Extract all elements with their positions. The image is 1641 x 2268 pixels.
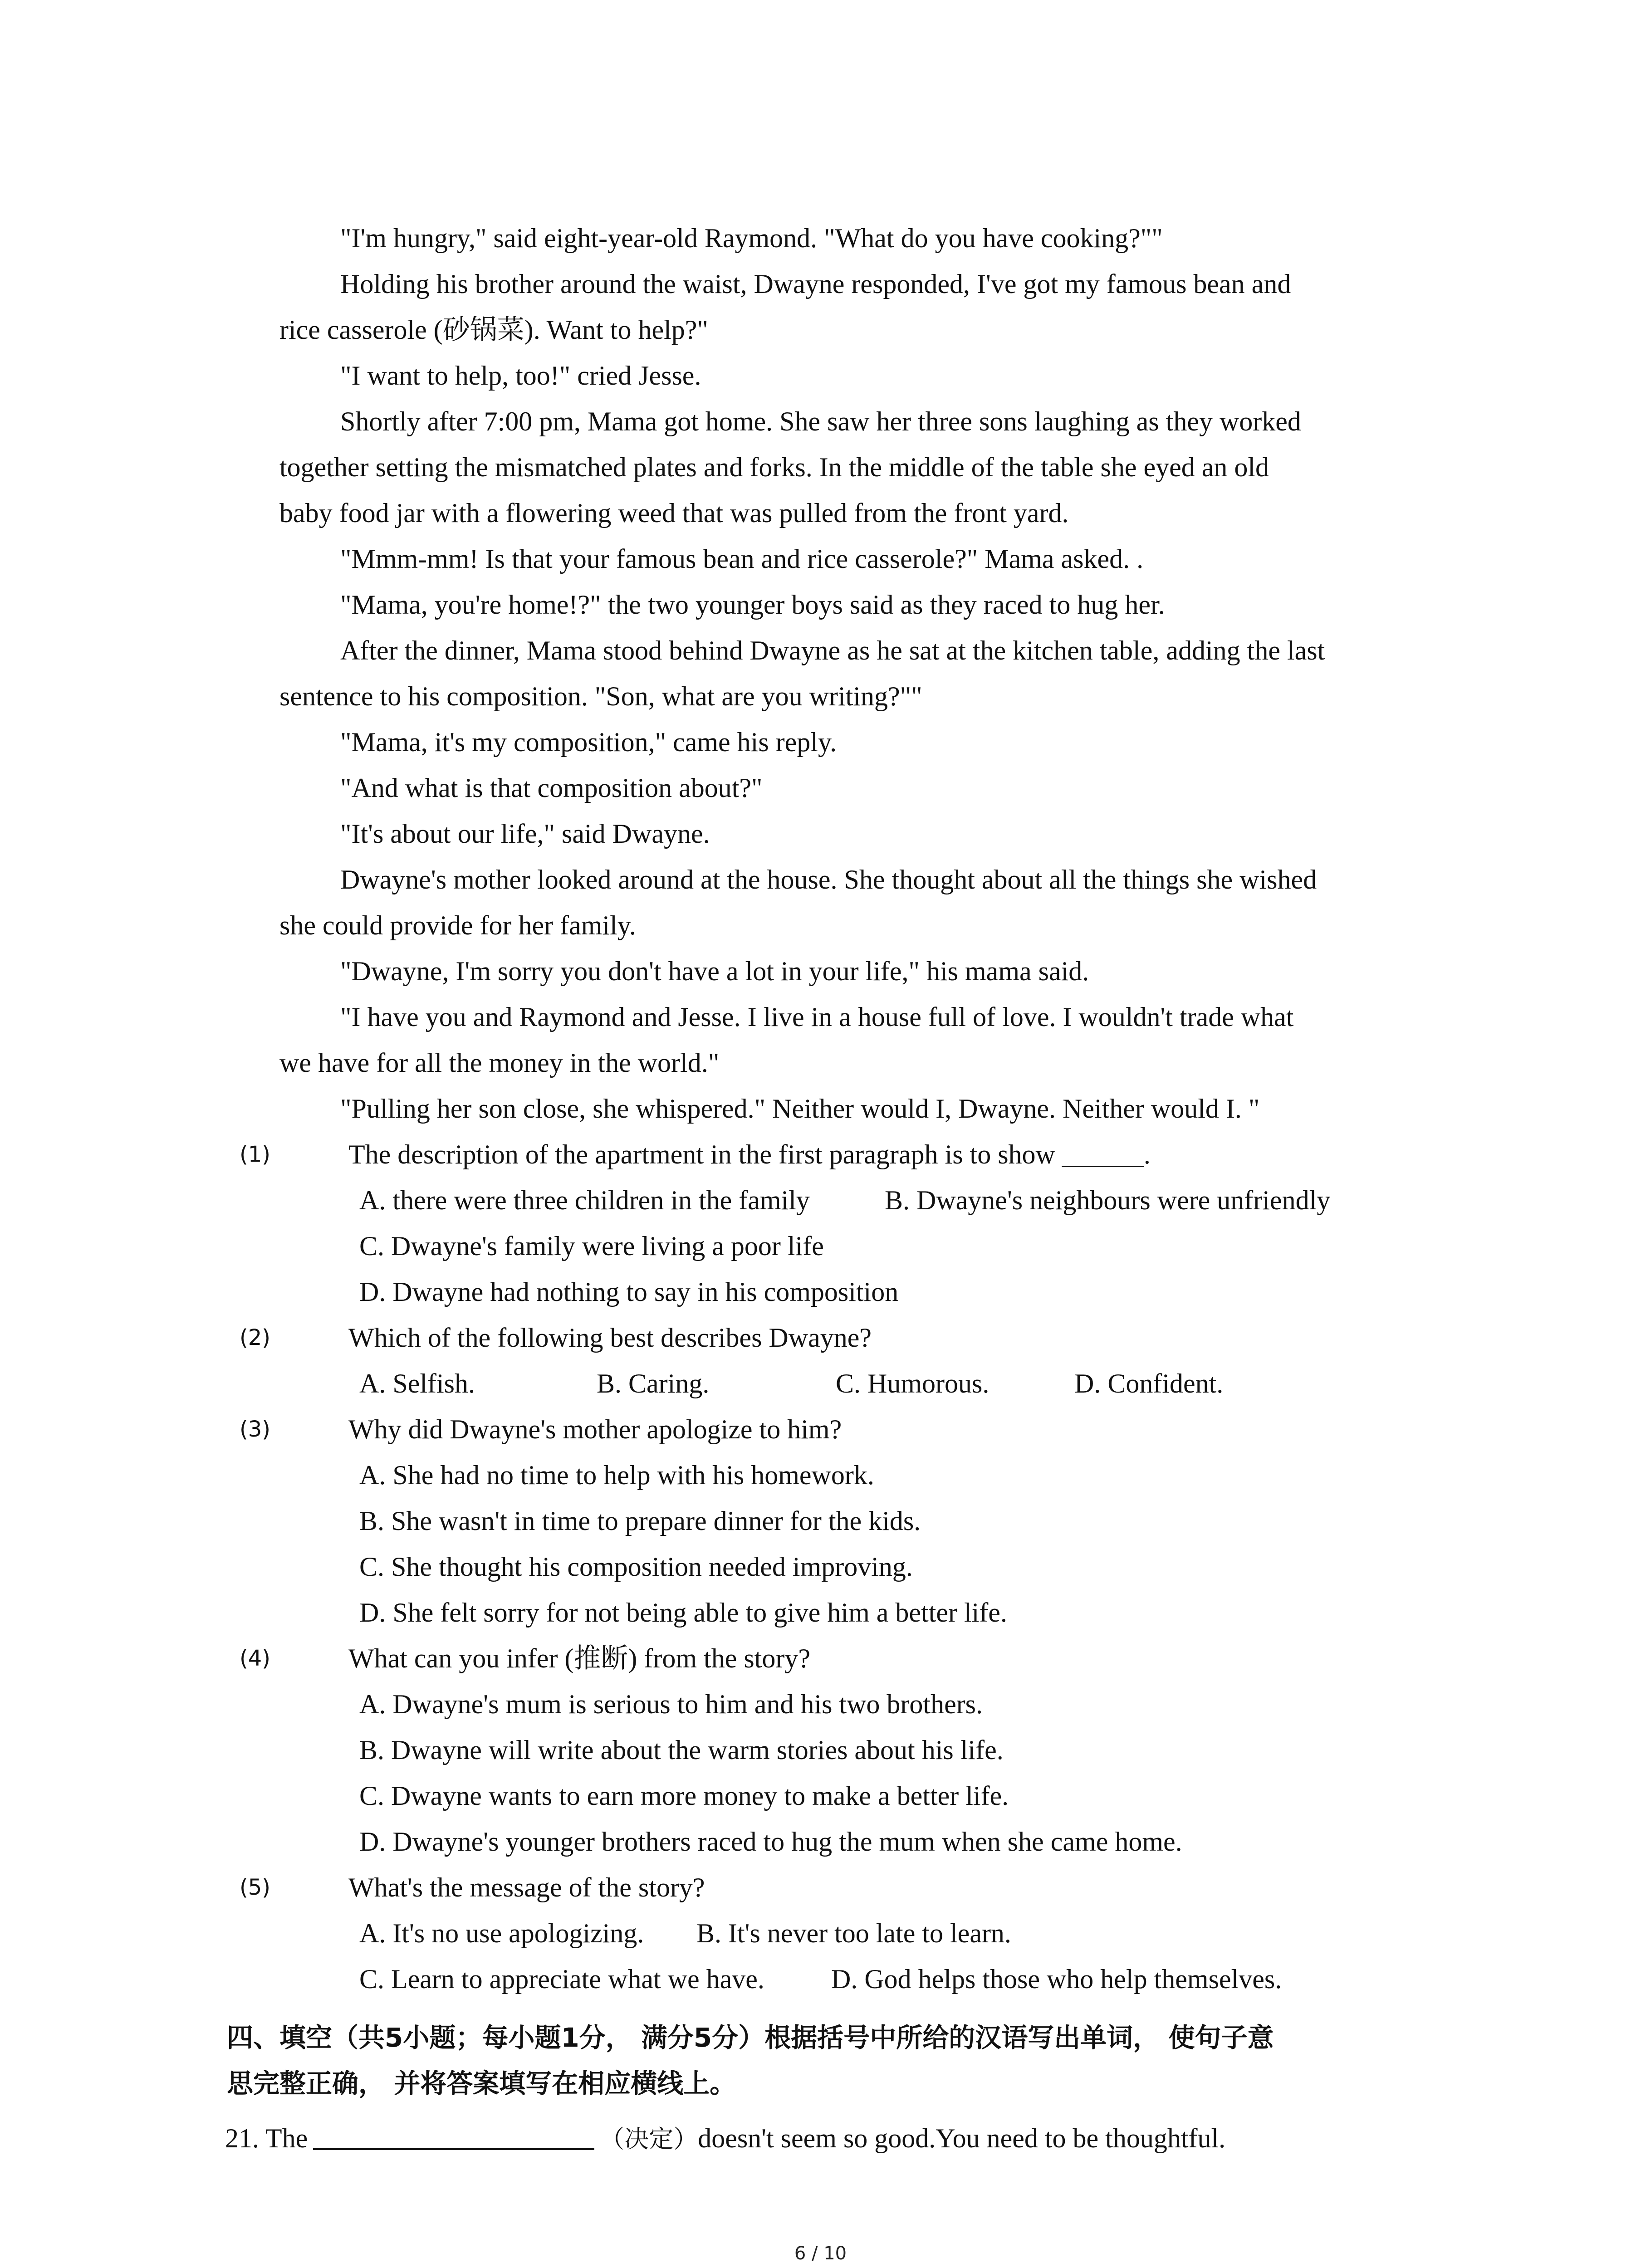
answer-option: B. She wasn't in time to prepare dinner for the kids.	[359, 1506, 921, 1536]
story-line: rice casserole (砂锅菜). Want to help?"	[279, 315, 708, 345]
answer-option: B. It's never too late to learn.	[696, 1918, 1011, 1948]
question-text: What can you infer (推断) from the story?	[348, 1643, 810, 1673]
answer-blank[interactable]	[313, 2121, 594, 2150]
question-suffix: doesn't seem so good.You need to be thoughtful.	[698, 2123, 1226, 2153]
answer-option: C. Learn to appreciate what we have.	[359, 1964, 764, 1994]
story-line: "I have you and Raymond and Jesse. I live in a house full of love. I wouldn't trade what	[340, 1002, 1294, 1032]
story-line: "And what is that composition about?"	[340, 773, 763, 803]
answer-option: D. She felt sorry for not being able to give him a better life.	[359, 1598, 1007, 1628]
answer-option: C. Humorous.	[836, 1369, 989, 1398]
story-line: she could provide for her family.	[279, 910, 636, 940]
option-row	[0, 1367, 1641, 1400]
answer-option: B. Caring.	[597, 1369, 710, 1398]
story-line: After the dinner, Mama stood behind Dwayne as he sat at the kitchen table, adding the last	[340, 635, 1325, 665]
section-heading: 思完整正确， 并将答案填写在相应横线上。	[227, 2068, 736, 2099]
question-number: (4)	[240, 1646, 270, 1671]
question-number: (5)	[240, 1875, 270, 1900]
answer-option: A. She had no time to help with his homework.	[359, 1460, 874, 1490]
answer-option: A. It's no use apologizing.	[359, 1918, 644, 1948]
answer-option: A. Selfish.	[359, 1369, 475, 1398]
story-line: "It's about our life," said Dwayne.	[340, 819, 710, 849]
question-text: The description of the apartment in the first paragraph is to show ______.	[348, 1139, 1151, 1169]
story-line: Holding his brother around the waist, Dwayne responded, I've got my famous bean and	[340, 269, 1291, 299]
page-number: 6 / 10	[794, 2243, 847, 2264]
story-line: Shortly after 7:00 pm, Mama got home. She saw her three sons laughing as they worked	[340, 406, 1301, 436]
story-line: we have for all the money in the world."	[279, 1048, 720, 1078]
story-line: "I'm hungry," said eight-year-old Raymond. "What do you have cooking?""	[340, 223, 1163, 253]
answer-option: D. God helps those who help themselves.	[831, 1964, 1282, 1994]
story-line: "Mama, you're home!?" the two younger boys said as they raced to hug her.	[340, 590, 1165, 620]
chinese-hint: （决定）	[600, 2125, 698, 2153]
answer-option: B. Dwayne will write about the warm stories about his life.	[359, 1735, 1004, 1765]
question-number: (2)	[240, 1325, 270, 1350]
section-heading: 四、填空（共5小题；每小题1分， 满分5分）根据括号中所给的汉语写出单词， 使句子意	[227, 2022, 1274, 2053]
answer-option: C. She thought his composition needed improving.	[359, 1552, 913, 1582]
story-line: "Pulling her son close, she whispered." Neither would I, Dwayne. Neither would I. "	[340, 1094, 1260, 1124]
story-line: "Mmm-mm! Is that your famous bean and rice casserole?" Mama asked. .	[340, 544, 1144, 574]
answer-option: C. Dwayne wants to earn more money to make a better life.	[359, 1781, 1009, 1811]
story-line: Dwayne's mother looked around at the house. She thought about all the things she wished	[340, 865, 1317, 894]
answer-option: C. Dwayne's family were living a poor life	[359, 1231, 824, 1261]
question-number: (3)	[240, 1417, 270, 1442]
question-text: Why did Dwayne's mother apologize to him?	[348, 1414, 842, 1444]
answer-option: D. Dwayne had nothing to say in his composition	[359, 1277, 899, 1307]
story-line: "I want to help, too!" cried Jesse.	[340, 361, 701, 391]
story-line: baby food jar with a flowering weed that was pulled from the front yard.	[279, 498, 1069, 528]
answer-option: A. Dwayne's mum is serious to him and his two brothers.	[359, 1689, 983, 1719]
answer-option: D. Confident.	[1074, 1369, 1224, 1398]
answer-option: B. Dwayne's neighbours were unfriendly	[885, 1185, 1331, 1215]
question-text: Which of the following best describes Dwayne?	[348, 1323, 872, 1353]
answer-option: D. Dwayne's younger brothers raced to hug the mum when she came home.	[359, 1827, 1182, 1857]
story-line: sentence to his composition. "Son, what are you writing?""	[279, 681, 922, 711]
story-line: together setting the mismatched plates and forks. In the middle of the table she eyed an old	[279, 452, 1269, 482]
story-line: "Dwayne, I'm sorry you don't have a lot in your life," his mama said.	[340, 956, 1089, 986]
fill-in-question	[225, 2121, 1225, 2155]
question-text: What's the message of the story?	[348, 1872, 705, 1902]
answer-option: A. there were three children in the family	[359, 1185, 810, 1215]
question-number: (1)	[240, 1142, 270, 1167]
question-prefix: 21. The	[225, 2123, 308, 2153]
story-line: "Mama, it's my composition," came his reply.	[340, 727, 837, 757]
